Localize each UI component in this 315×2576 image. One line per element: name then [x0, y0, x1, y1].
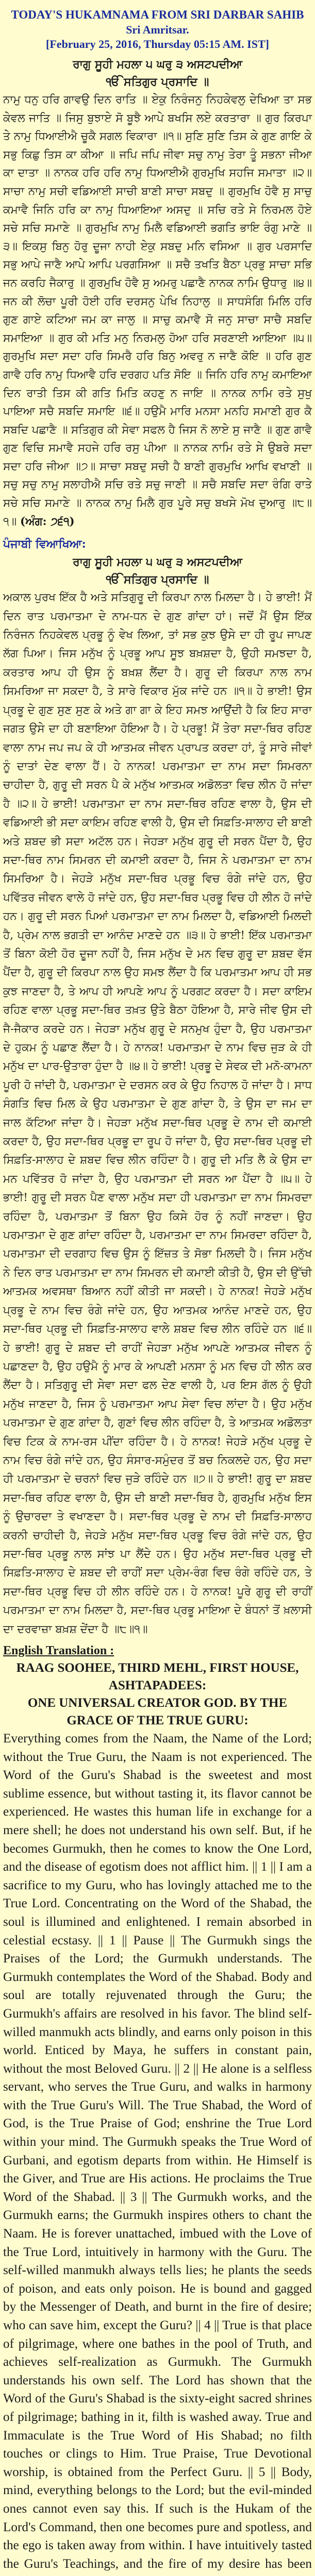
punjabi-explanation-text: ਅਕਾਲ ਪੁਰਖ ਇੱਕ ਹੈ ਅਤੇ ਸਤਿਗੁਰੂ ਦੀ ਕਿਰਪਾ ਨਾਲ ਮਿਲਦਾ ਹੈ। ਹੇ ਭਾਈ! ਮੈਂ ਦਿਨ ਰਾਤ ਪਰਮਾਤਮਾ ਦੇ ਨਾਮ-ਧਨ ਦੇ ਗੁਣ ਗਾਂਦਾ ਹਾਂ। ਜਦੋਂ ਮੈਂ ਉਸ ਇੱਕ ਨਿਰੰਜਨ ਨਿਹਕੇਵਲ ਪ੍ਰਭੂ ਨੂੰ ਵੇਖ ਲਿਆ, ਤਾਂ ਸਭ ਕੁਝ ਉਸੇ ਦਾ ਹੀ ਰੂਪ ਜਾਪਣ ਲੱਗ ਪਿਆ। ਜਿਸ ਮਨੁੱਖ ਨੂੰ ਪ੍ਰਭੂ ਆਪ ਸੂਝ ਬਖ਼ਸ਼ਦਾ ਹੈ, ਉਹੀ ਸਮਝਦਾ ਹੈ, ਕਰਤਾਰ ਆਪ ਹੀ ਉਸ ਨੂੰ ਬਖ਼ਸ਼ ਲੈਂਦਾ ਹੈ। ਗੁਰੂ ਦੀ ਕਿਰਪਾ ਨਾਲ ਨਾਮ ਸਿਮਰਿਆ ਜਾ ਸਕਦਾ ਹੈ, ਤੇ ਸਾਰੇ ਵਿਕਾਰ ਮੁੱਕ ਜਾਂਦੇ ਹਨ ॥੧॥ ਹੇ ਭਾਈ! ਉਸ ਪ੍ਰਭੂ ਦੇ ਗੁਣ ਸੁਣ ਸੁਣ ਕੇ ਅਤੇ ਗਾ ਗਾ ਕੇ ਇਹ ਸਮਝ ਆਉਂਦੀ ਹੈ ਕਿ ਇਹ ਸਾਰਾ ਜਗਤ ਉਸੇ ਦਾ ਹੀ ਬਣਾਇਆ ਹੋਇਆ ਹੈ। ਹੇ ਪ੍ਰਭੂ! ਮੈਂ ਤੇਰਾ ਸਦਾ-ਥਿਰ ਰਹਿਣ ਵਾਲਾ ਨਾਮ ਜਪ ਜਪ ਕੇ ਹੀ ਆਤਮਕ ਜੀਵਨ ਪ੍ਰਾਪਤ ਕਰਦਾ ਹਾਂ, ਤੂੰ ਸਾਰੇ ਜੀਵਾਂ ਨੂੰ ਦਾਤਾਂ ਦੇਣ ਵਾਲਾ ਹੈਂ। ਹੇ ਨਾਨਕ! ਪਰਮਾਤਮਾ ਦਾ ਨਾਮ ਸਦਾ ਸਿਮਰਨਾ ਚਾਹੀਦਾ ਹੈ, ਗੁਰੂ ਦੀ ਸਰਨ ਪੈ ਕੇ ਮਨੁੱਖ ਆਤਮਕ ਅਡੋਲਤਾ ਵਿਚ ਲੀਨ ਹੋ ਜਾਂਦਾ ਹੈ ॥੨॥ ਹੇ ਭਾਈ! ਪਰਮਾਤਮਾ ਦਾ ਨਾਮ ਸਦਾ-ਥਿਰ ਰਹਿਣ ਵਾਲਾ ਹੈ, ਉਸ ਦੀ ਵਡਿਆਈ ਭੀ ਸਦਾ ਕਾਇਮ ਰਹਿਣ ਵਾਲੀ ਹੈ, ਉਸ ਦੀ ਸਿਫ਼ਤਿ-ਸਾਲਾਹ ਦੀ ਬਾਣੀ ਅਤੇ ਸ਼ਬਦ ਭੀ ਸਦਾ ਅਟੱਲ ਹਨ। ਜੇਹੜਾ ਮਨੁੱਖ ਗੁਰੂ ਦੀ ਸਰਨ ਪੈਂਦਾ ਹੈ, ਉਹ ਸਦਾ-ਥਿਰ ਨਾਮ ਸਿਮਰਨ ਦੀ ਕਮਾਈ ਕਰਦਾ ਹੈ, ਜਿਸ ਨੇ ਪਰਮਾਤਮਾ ਦਾ ਨਾਮ ਸਿਮਰਿਆ ਹੈ। ਜੇਹੜੇ ਮਨੁੱਖ ਸਦਾ-ਥਿਰ ਪ੍ਰਭੂ ਵਿਚ ਰੰਗੇ ਜਾਂਦੇ ਹਨ, ਉਹ ਪਵਿੱਤਰ ਜੀਵਨ ਵਾਲੇ ਹੋ ਜਾਂਦੇ ਹਨ, ਉਹ ਸਦਾ-ਥਿਰ ਪ੍ਰਭੂ ਵਿਚ ਹੀ ਲੀਨ ਹੋ ਜਾਂਦੇ ਹਨ। ਗੁਰੂ ਦੀ ਸਰਨ ਪਿਆਂ ਪਰਮਾਤਮਾ ਦਾ ਨਾਮ ਮਿਲਦਾ ਹੈ, ਵਡਿਆਈ ਮਿਲਦੀ ਹੈ, ਪ੍ਰੇਮ ਨਾਲ ਭਗਤੀ ਦਾ ਆਨੰਦ ਮਾਣਦੇ ਹਨ ॥੩॥ ਹੇ ਭਾਈ! ਇੱਕ ਪਰਮਾਤਮਾ ਤੋਂ ਬਿਨਾ ਕੋਈ ਹੋਰ ਦੂਜਾ ਨਹੀਂ ਹੈ, ਜਿਸ ਮਨੁੱਖ ਦੇ ਮਨ ਵਿਚ ਗੁਰੂ ਦਾ ਸ਼ਬਦ ਵੱਸ ਪੈਂਦਾ ਹੈ, ਗੁਰੂ ਦੀ ਕਿਰਪਾ ਨਾਲ ਉਹ ਸਮਝ ਲੈਂਦਾ ਹੈ ਕਿ ਪਰਮਾਤਮਾ ਆਪ ਹੀ ਸਭ ਕੁਝ ਜਾਣਦਾ ਹੈ, ਤੇ ਆਪ ਹੀ ਆਪਣੇ ਆਪ ਨੂੰ ਪਰਗਟ ਕਰਦਾ ਹੈ। ਸਦਾ ਕਾਇਮ ਰਹਿਣ ਵਾਲਾ ਪ੍ਰਭੂ ਸਦਾ-ਥਿਰ ਤਖ਼ਤ ਉਤੇ ਬੈਠਾ ਹੋਇਆ ਹੈ, ਸਾਰੇ ਜੀਵ ਉਸ ਦੀ ਜੈ-ਜੈਕਾਰ ਕਰਦੇ ਹਨ। ਜੇਹੜਾ ਮਨੁੱਖ ਗੁਰੂ ਦੇ ਸਨਮੁਖ ਹੁੰਦਾ ਹੈ, ਉਹ ਪਰਮਾਤਮਾ ਦੇ ਹੁਕਮ ਨੂੰ ਪਛਾਣ ਲੈਂਦਾ ਹੈ। ਹੇ ਨਾਨਕ! ਪਰਮਾਤਮਾ ਦੇ ਨਾਮ ਵਿਚ ਜੁੜ ਕੇ ਹੀ ਮਨੁੱਖ ਦਾ ਪਾਰ-ਉਤਾਰਾ ਹੁੰਦਾ ਹੈ ॥੪॥ ਹੇ ਭਾਈ! ਪ੍ਰਭੂ ਦੇ ਸੇਵਕ ਦੀ ਮਨੋ-ਕਾਮਨਾ ਪੂਰੀ ਹੋ ਜਾਂਦੀ ਹੈ, ਪਰਮਾਤਮਾ ਦੇ ਦਰਸਨ ਕਰ ਕੇ ਉਹ ਨਿਹਾਲ ਹੋ ਜਾਂਦਾ ਹੈ। ਸਾਧ ਸੰਗਤਿ ਵਿਚ ਮਿਲ ਕੇ ਉਹ ਪਰਮਾਤਮਾ ਦੇ ਗੁਣ ਗਾਂਦਾ ਹੈ, ਤੇ ਉਸ ਦਾ ਜਮ ਦਾ ਜਾਲ ਕੱਟਿਆ ਜਾਂਦਾ ਹੈ। ਜੇਹੜਾ ਮਨੁੱਖ ਸਦਾ-ਥਿਰ ਪ੍ਰਭੂ ਦੇ ਨਾਮ ਦੀ ਕਮਾਈ ਕਰਦਾ ਹੈ, ਉਹ ਸਦਾ-ਥਿਰ ਪ੍ਰਭੂ ਦਾ ਰੂਪ ਹੋ ਜਾਂਦਾ ਹੈ, ਉਹ ਸਦਾ-ਥਿਰ ਪ੍ਰਭੂ ਦੀ ਸਿਫ਼ਤਿ-ਸਾਲਾਹ ਦੇ ਸ਼ਬਦ ਵਿਚ ਲੀਨ ਰਹਿੰਦਾ ਹੈ। ਗੁਰੂ ਦੀ ਮਤਿ ਲੈ ਕੇ ਉਸ ਦਾ ਮਨ ਪਵਿੱਤਰ ਹੋ ਜਾਂਦਾ ਹੈ, ਉਹ ਪਰਮਾਤਮਾ ਦੀ ਸਰਨ ਆ ਪੈਂਦਾ ਹੈ ॥੫॥ ਹੇ ਭਾਈ! ਗੁਰੂ ਦੀ ਸਰਨ ਪੈਣ ਵਾਲਾ ਮਨੁੱਖ ਸਦਾ ਹੀ ਪਰਮਾਤਮਾ ਦਾ ਨਾਮ ਸਿਮਰਦਾ ਰਹਿੰਦਾ ਹੈ, ਪਰਮਾਤਮਾ ਤੋਂ ਬਿਨਾ ਉਹ ਕਿਸੇ ਹੋਰ ਨੂੰ ਨਹੀਂ ਜਾਣਦਾ। ਉਹ ਪਰਮਾਤਮਾ ਦੇ ਗੁਣ ਗਾਂਦਾ ਰਹਿੰਦਾ ਹੈ, ਪਰਮਾਤਮਾ ਦਾ ਨਾਮ ਸਿਮਰਦਾ ਰਹਿੰਦਾ ਹੈ, ਪਰਮਾਤਮਾ ਦੀ ਦਰਗਾਹ ਵਿਚ ਉਸ ਨੂੰ ਇੱਜ਼ਤ ਤੇ ਸੋਭਾ ਮਿਲਦੀ ਹੈ। ਜਿਸ ਮਨੁੱਖ ਨੇ ਦਿਨ ਰਾਤ ਪਰਮਾਤਮਾ ਦਾ ਨਾਮ ਸਿਮਰਨ ਦੀ ਕਮਾਈ ਕੀਤੀ ਹੈ, ਉਸ ਦੀ ਉੱਚੀ ਆਤਮਕ ਅਵਸਥਾ ਬਿਆਨ ਨਹੀਂ ਕੀਤੀ ਜਾ ਸਕਦੀ। ਹੇ ਨਾਨਕ! ਜੇਹੜੇ ਮਨੁੱਖ ਪ੍ਰਭੂ ਦੇ ਨਾਮ ਵਿਚ ਰੰਗੇ ਜਾਂਦੇ ਹਨ, ਉਹ ਆਤਮਕ ਆਨੰਦ ਮਾਣਦੇ ਹਨ, ਉਹ ਸਦਾ-ਥਿਰ ਪ੍ਰਭੂ ਦੀ ਸਿਫ਼ਤਿ-ਸਾਲਾਹ ਵਾਲੇ ਸ਼ਬਦ ਵਿਚ ਲੀਨ ਰਹਿੰਦੇ ਹਨ ॥੬॥ ਹੇ ਭਾਈ! ਗੁਰੂ ਦੇ ਸ਼ਬਦ ਦੀ ਰਾਹੀਂ ਜੇਹੜਾ ਮਨੁੱਖ ਆਪਣੇ ਆਤਮਕ ਜੀਵਨ ਨੂੰ ਪਛਾਣਦਾ ਹੈ, ਉਹ ਹਉਮੈ ਨੂੰ ਮਾਰ ਕੇ ਆਪਣੀ ਮਨਸਾ ਨੂੰ ਮਨ ਵਿਚ ਹੀ ਲੀਨ ਕਰ ਲੈਂਦਾ ਹੈ। ਸਤਿਗੁਰੂ ਦੀ ਸੇਵਾ ਸਦਾ ਫਲ ਦੇਣ ਵਾਲੀ ਹੈ, ਪਰ ਇਸ ਗੱਲ ਨੂੰ ਉਹੀ ਮਨੁੱਖ ਜਾਣਦਾ ਹੈ, ਜਿਸ ਨੂੰ ਪਰਮਾਤਮਾ ਆਪ ਸੇਵਾ ਵਿਚ ਲਾਂਦਾ ਹੈ। ਉਹ ਮਨੁੱਖ ਪਰਮਾਤਮਾ ਦੇ ਗੁਣ ਗਾਂਦਾ ਹੈ, ਗੁਣਾਂ ਵਿਚ ਲੀਨ ਰਹਿੰਦਾ ਹੈ, ਤੇ ਆਤਮਕ ਅਡੋਲਤਾ ਵਿਚ ਟਿਕ ਕੇ ਨਾਮ-ਰਸ ਪੀਂਦਾ ਰਹਿੰਦਾ ਹੈ। ਹੇ ਨਾਨਕ! ਜੇਹੜੇ ਮਨੁੱਖ ਪ੍ਰਭੂ ਦੇ ਨਾਮ ਵਿਚ ਰੰਗੇ ਜਾਂਦੇ ਹਨ, ਉਹ ਸੰਸਾਰ-ਸਮੁੰਦਰ ਤੋਂ ਬਚ ਨਿਕਲਦੇ ਹਨ, ਉਹ ਸਦਾ ਹੀ ਪਰਮਾਤਮਾ ਦੇ ਚਰਨਾਂ ਵਿਚ ਜੁੜੇ ਰਹਿੰਦੇ ਹਨ ॥੭॥ ਹੇ ਭਾਈ! ਗੁਰੂ ਦਾ ਸ਼ਬਦ ਸਦਾ-ਥਿਰ ਰਹਿਣ ਵਾਲਾ ਹੈ, ਉਸ ਦੀ ਬਾਣੀ ਸਦਾ-ਥਿਰ ਹੈ, ਗੁਰਮੁਖਿ ਮਨੁੱਖ ਇਸ ਨੂੰ ਉਚਾਰਦਾ ਤੇ ਵਖਾਣਦਾ ਹੈ। ਸਦਾ-ਥਿਰ ਪ੍ਰਭੂ ਦੇ ਨਾਮ ਦੀ ਸਿਫ਼ਤਿ-ਸਾਲਾਹ ਕਰਨੀ ਚਾਹੀਦੀ ਹੈ, ਜੇਹੜੇ ਮਨੁੱਖ ਸਦਾ-ਥਿਰ ਪ੍ਰਭੂ ਵਿਚ ਰੰਗੇ ਜਾਂਦੇ ਹਨ, ਉਹ ਸਦਾ-ਥਿਰ ਪ੍ਰਭੂ ਨਾਲ ਸਾਂਝ ਪਾ ਲੈਂਦੇ ਹਨ। ਉਹ ਮਨੁੱਖ ਸਦਾ-ਥਿਰ ਪ੍ਰਭੂ ਦੀ ਸਿਫ਼ਤਿ-ਸਾਲਾਹ ਦੇ ਸ਼ਬਦ ਦੀ ਰਾਹੀਂ ਸਦਾ ਪ੍ਰੇਮ-ਰੰਗ ਵਿਚ ਰੰਗੇ ਰਹਿੰਦੇ ਹਨ, ਤੇ ਸਦਾ-ਥਿਰ ਪ੍ਰਭੂ ਵਿਚ ਹੀ ਲੀਨ ਰਹਿੰਦੇ ਹਨ। ਹੇ ਨਾਨਕ! ਪੂਰੇ ਗੁਰੂ ਦੀ ਰਾਹੀਂ ਪਰਮਾਤਮਾ ਦਾ ਨਾਮ ਮਿਲਦਾ ਹੈ, ਸਦਾ-ਥਿਰ ਪ੍ਰਭੂ ਮਾਇਆ ਦੇ ਬੰਧਨਾਂ ਤੋਂ ਖ਼ਲਾਸੀ ਦਾ ਦਰਵਾਜ਼ਾ ਬਖ਼ਸ਼ ਦੇਂਦਾ ਹੈ ॥੮॥੧॥	[3, 591, 312, 1636]
page-header	[0, 0, 315, 52]
gurmukhi-shabad-text	[3, 91, 312, 531]
english-translation-text: Everything comes from the Naam, the Name of the Lord; without the True Guru, the Naam is not experienced. The Word of the Guru's Shabad is the sweetest and most sublime essence, but without tasting it, its flavor cannot be experienced. He wastes this human life in exchange for a mere shell; he does not understand his own self. But, if he becomes Gurmukh, then he comes to know the One Lord, and the disease of egotism does not afflict him. || 1 || I am a sacrifice to my Guru, who has lovingly attached me to the True Lord. Concentrating on the Word of the Shabad, the soul is illumined and enlightened. I remain absorbed in celestial ecstasy. || 1 || Pause || The Gurmukh sings the Praises of the Lord; the Gurmukh understands. The Gurmukh contemplates the Word of the Shabad. Body and soul are totally rejuvenated through the Guru; the Gurmukh's affairs are resolved in his favor. The blind self-willed manmukh acts blindly, and earns only poison in this world. Enticed by Maya, he suffers in constant pain, without the most Beloved Guru. || 2 || He alone is a selfless servant, who serves the True Guru, and walks in harmony with the True Guru's Will. The True Shabad, the Word of God, is the True Praise of God; enshrine the True Lord within your mind. The Gurmukh speaks the True Word of Gurbani, and egotism departs from within. He Himself is the Giver, and True are His actions. He proclaims the True Word of the Shabad. || 3 || The Gurmukh works, and the Gurmukh earns; the Gurmukh inspires others to chant the Naam. He is forever unattached, imbued with the Love of the True Lord, intuitively in harmony with the Guru. The self-willed manmukh always tells lies; he plants the seeds of poison, and eats only poison. He is bound and gagged by the Messenger of Death, and burnt in the fire of desire; who can save him, except the Guru? || 4 || True is that place of pilgrimage, where one bathes in the pool of Truth, and achieves self-realization as Gurmukh. The Gurmukh understands his own self. The Lord has shown that the Word of the Guru's Shabad is the sixty-eight sacred shrines of pilgrimage; bathing in it, filth is washed away. True and Immaculate is the True Word of His Shabad; no filth touches or clings to Him. True Praise, True Devotional worship, is obtained from the Perfect Guru. || 5 || Body, mind, everything belongs to the Lord; but the evil-minded ones cannot even say this. If such is the Hukam of the Lord's Command, then one becomes pure and spotless, and the ego is taken away from within. I have intuitively tasted the Guru's Teachings, and the fire of my desire has been	[3, 1732, 312, 2571]
punjabi-raag-heading: ਰਾਗੁ ਸੂਹੀ ਮਹਲਾ ੫ ਘਰੁ ੩ ਅਸਟਪਦੀਆ	[73, 555, 242, 569]
gurmukhi-page-ref: (ਅੰਗ: ੭੬੧)	[20, 515, 75, 528]
page-subtitle: Sri Amritsar.	[126, 23, 189, 36]
english-section-label: English Translation :	[3, 1644, 114, 1657]
punjabi-section	[0, 535, 315, 1639]
page-date: [February 25, 2016, Thursday 05:15 AM. IST]	[46, 38, 269, 50]
gurmukhi-mool-mantar: ੴ ਸਤਿਗੁਰ ਪ੍ਰਸਾਦਿ ॥	[106, 75, 209, 89]
gurmukhi-section	[0, 56, 315, 531]
english-section	[0, 1642, 315, 2576]
punjabi-section-label: ਪੰਜਾਬੀ ਵਿਆਖਿਆ:	[3, 537, 86, 551]
english-raag-heading: RAAG SOOHEE, THIRD MEHL, FIRST HOUSE, ASHTAPADEES:	[16, 1661, 299, 1692]
english-mool-mantar: ONE UNIVERSAL CREATOR GOD. BY THE GRACE OF THE TRUE GURU:	[27, 1696, 288, 1727]
gurmukhi-raag-heading: ਰਾਗੁ ਸੂਹੀ ਮਹਲਾ ੫ ਘਰੁ ੩ ਅਸਟਪਦੀਆ	[73, 58, 242, 71]
page-title: TODAY'S HUKAMNAMA FROM SRI DARBAR SAHIB	[11, 8, 304, 21]
gurmukhi-shabad-body: ਨਾਮੁ ਧਨੁ ਹਰਿ ਗਾਵਉ ਦਿਨ ਰਾਤਿ ॥ ਏਕੁ ਨਿਰੰਜਨੁ ਨਿਹਕੇਵਲੁ ਦੇਖਿਆ ਤਾ ਸਭ ਕੇਵਲ ਜਾਤਿ ॥ ਜਿਸੁ ਬੁਝਾਏ ਸੋ ਬੂਝੈ ਆਪੇ ਬਖਸਿ ਲਏ ਕਰਤਾਰਾ ॥ ਗੁਰ ਕਿਰਪਾ ਤੇ ਨਾਮੁ ਧਿਆਈਐ ਚੂਕੈ ਸਗਲ ਵਿਕਾਰਾ ॥੧॥ ਸੁਣਿ ਸੁਣਿ ਤਿਸ ਕੇ ਗੁਣ ਗਾਇ ਕੇ ਸਭੁ ਕਿਛੁ ਤਿਸ ਕਾ ਕੀਆ ॥ ਜਪਿ ਜਪਿ ਜੀਵਾ ਸਚੁ ਨਾਮੁ ਤੇਰਾ ਤੂੰ ਸਭਨਾ ਜੀਆ ਕਾ ਦਾਤਾ ॥ ਨਾਨਕ ਹਰਿ ਹਰਿ ਨਾਮੁ ਧਿਆਈਐ ਗੁਰਮੁਖਿ ਸਹਜਿ ਸਮਾਤਾ ॥੨॥ ਸਾਚਾ ਨਾਮੁ ਸਚੀ ਵਡਿਆਈ ਸਾਚੀ ਬਾਣੀ ਸਾਚਾ ਸਬਦੁ ॥ ਗੁਰਮੁਖਿ ਹੋਵੈ ਸੁ ਸਾਚੁ ਕਮਾਵੈ ਜਿਨਿ ਹਰਿ ਕਾ ਨਾਮੁ ਧਿਆਇਆ ਅਸਦੁ ॥ ਸਚਿ ਰਤੇ ਸੇ ਨਿਰਮਲ ਹੋਏ ਸਚੇ ਸਚਿ ਸਮਾਣੇ ॥ ਗੁਰਮੁਖਿ ਨਾਮੁ ਮਿਲੈ ਵਡਿਆਈ ਭਗਤਿ ਭਾਇ ਰੰਗੁ ਮਾਣੇ ॥੩॥ ਇਕਸੁ ਬਿਨੁ ਹੋਰੁ ਦੂਜਾ ਨਾਹੀ ਏਕੁ ਸਬਦੁ ਮਨਿ ਵਸਿਆ ॥ ਗੁਰ ਪਰਸਾਦਿ ਸਭੁ ਆਪੇ ਜਾਣੈ ਆਪੇ ਆਪਿ ਪਰਗਸਿਆ ॥ ਸਚੈ ਤਖਤਿ ਬੈਠਾ ਪ੍ਰਭੁ ਸਾਚਾ ਸਭਿ ਜਨ ਕਰਹਿ ਜੈਕਾਰੁ ॥ ਗੁਰਮੁਖਿ ਹੋਵੈ ਸੁ ਅਮਰੁ ਪਛਾਣੈ ਨਾਨਕ ਨਾਮਿ ਉਧਾਰੁ ॥੪॥ ਜਨ ਕੀ ਲੋਚਾ ਪੂਰੀ ਹੋਈ ਹਰਿ ਦਰਸਨੁ ਪੇਖਿ ਨਿਹਾਲੁ ॥ ਸਾਧਸੰਗਿ ਮਿਲਿ ਹਰਿ ਗੁਣ ਗਾਏ ਕਟਿਆ ਜਮ ਕਾ ਜਾਲੁ ॥ ਸਾਚੁ ਕਮਾਵੈ ਸੋ ਜਨੁ ਸਾਚਾ ਸਾਚੈ ਸਬਦਿ ਸਮਾਇਆ ॥ ਗੁਰ ਕੀ ਮਤਿ ਮਨੁ ਨਿਰਮਲੁ ਹੋਆ ਹਰਿ ਸਰਣਾਈ ਆਇਆ ॥੫॥ ਗੁਰਮੁਖਿ ਸਦਾ ਸਦਾ ਹਰਿ ਸਿਮਰੈ ਹਰਿ ਬਿਨੁ ਅਵਰੁ ਨ ਜਾਣੈ ਕੋਇ ॥ ਹਰਿ ਗੁਣ ਗਾਵੈ ਹਰਿ ਨਾਮੁ ਧਿਆਵੈ ਹਰਿ ਦਰਗਹ ਪਤਿ ਸੋਇ ॥ ਜਿਨਿ ਹਰਿ ਨਾਮੁ ਕਮਾਇਆ ਦਿਨ ਰਾਤੀ ਤਿਸ ਕੀ ਗਤਿ ਮਿਤਿ ਕਹਣੁ ਨ ਜਾਇ ॥ ਨਾਨਕ ਨਾਮਿ ਰਤੇ ਸੁਖੁ ਪਾਇਆ ਸਚੈ ਸਬਦਿ ਸਮਾਇ ॥੬॥ ਹਉਮੈ ਮਾਰਿ ਮਨਸਾ ਮਨਹਿ ਸਮਾਣੀ ਗੁਰ ਕੈ ਸਬਦਿ ਪਛਾਣੈ ॥ ਸਤਿਗੁਰ ਕੀ ਸੇਵਾ ਸਫਲ ਹੈ ਜਿਸ ਨੋ ਲਾਏ ਸੁ ਜਾਣੈ ॥ ਗੁਣ ਗਾਵੈ ਗੁਣ ਵਿਚਿ ਸਮਾਵੈ ਸਹਜੇ ਹਰਿ ਰਸੁ ਪੀਆ ॥ ਨਾਨਕ ਨਾਮਿ ਰਤੇ ਸੇ ਉਬਰੇ ਸਦਾ ਸਦਾ ਹਰਿ ਜੀਆ ॥੭॥ ਸਾਚਾ ਸਬਦੁ ਸਚੀ ਹੈ ਬਾਣੀ ਗੁਰਮੁਖਿ ਆਖਿ ਵਖਾਣੀ ॥ ਸਚੁ ਸਚੁ ਨਾਮੁ ਸਲਾਹੀਐ ਸਚਿ ਰਤੇ ਸਚੁ ਜਾਣੀ ॥ ਸਚੈ ਸਬਦਿ ਸਦਾ ਰੰਗਿ ਰਾਤੇ ਸਚੇ ਸਚਿ ਸਮਾਣੇ ॥ ਨਾਨਕ ਨਾਮੁ ਮਿਲੈ ਗੁਰ ਪੂਰੇ ਸਚੁ ਬਖਸੇ ਮੋਖ ਦੁਆਰੁ ॥੮॥੧॥	[3, 93, 312, 528]
punjabi-mool-mantar: ੴ ਸਤਿਗੁਰ ਪ੍ਰਸਾਦਿ ॥	[106, 573, 209, 587]
